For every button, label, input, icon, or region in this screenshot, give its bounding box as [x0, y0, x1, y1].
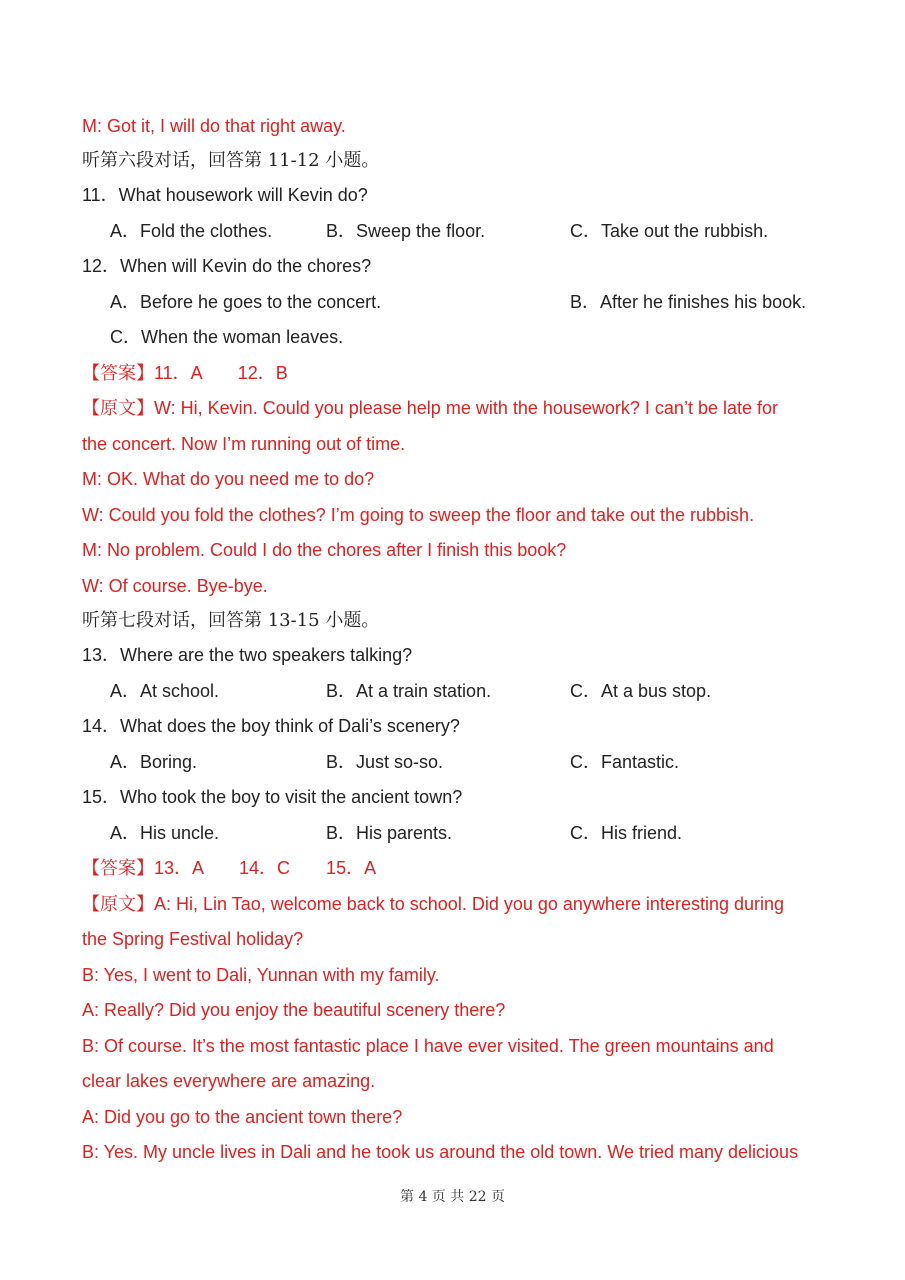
- option-15c: C．His friend.: [570, 823, 683, 843]
- question-15: 15．Who took the boy to visit the ancient town?: [82, 787, 463, 807]
- transcript-line: the Spring Festival holiday?: [82, 929, 304, 949]
- option-15a: A．His uncle.: [110, 823, 220, 843]
- option-12a: A．Before he goes to the concert.: [110, 292, 382, 312]
- transcript-line: W: Could you fold the clothes? I’m going to sweep the floor and take out the rubbish.: [82, 505, 755, 525]
- transcript-line: A: Really? Did you enjoy the beautiful scenery there?: [82, 1000, 506, 1020]
- question-11: 11．What housework will Kevin do?: [82, 185, 368, 205]
- transcript-line: A: Did you go to the ancient town there?: [82, 1107, 403, 1127]
- transcript-line: 【原文】W: Hi, Kevin. Could you please help me with the housework? I can’t be late for: [82, 398, 778, 418]
- page-footer: 第 4 页 共 22 页: [400, 1189, 505, 1205]
- transcript-line: 【原文】A: Hi, Lin Tao, welcome back to school. Did you go anywhere interesting during: [82, 894, 785, 914]
- transcript-line: clear lakes everywhere are amazing.: [82, 1071, 376, 1091]
- option-11a: A．Fold the clothes.: [110, 221, 273, 241]
- answer-key-1: 【答案】11．A 12．B: [82, 363, 288, 383]
- option-13a: A．At school.: [110, 681, 220, 701]
- option-14c: C．Fantastic.: [570, 752, 680, 772]
- section-instruction: 听第七段对话，回答第 13-15 小题。: [82, 610, 380, 631]
- option-12b: B．After he finishes his book.: [570, 292, 807, 312]
- option-11c: C．Take out the rubbish.: [570, 221, 769, 241]
- transcript-line: M: No problem. Could I do the chores after I finish this book?: [82, 540, 567, 560]
- dialogue-line: M: Got it, I will do that right away.: [82, 116, 346, 136]
- question-14: 14．What does the boy think of Dali’s scenery?: [82, 716, 460, 736]
- transcript-line: M: OK. What do you need me to do?: [82, 469, 375, 489]
- question-13: 13．Where are the two speakers talking?: [82, 645, 413, 665]
- option-13b: B．At a train station.: [326, 681, 492, 701]
- option-12c: C．When the woman leaves.: [110, 327, 344, 347]
- transcript-line: B: Of course. It’s the most fantastic place I have ever visited. The green mountains and: [82, 1036, 774, 1056]
- transcript-line: W: Of course. Bye-bye.: [82, 576, 268, 596]
- option-14b: B．Just so-so.: [326, 752, 444, 772]
- transcript-line: B: Yes, I went to Dali, Yunnan with my family.: [82, 965, 440, 985]
- transcript-line: the concert. Now I’m running out of time.: [82, 434, 406, 454]
- answer-key-2: 【答案】13．A 14．C 15．A: [82, 858, 377, 878]
- option-13c: C．At a bus stop.: [570, 681, 712, 701]
- transcript-line: B: Yes. My uncle lives in Dali and he took us around the old town. We tried many delicious: [82, 1142, 799, 1162]
- option-15b: B．His parents.: [326, 823, 453, 843]
- question-12: 12．When will Kevin do the chores?: [82, 256, 372, 276]
- option-11b: B．Sweep the floor.: [326, 221, 486, 241]
- section-instruction: 听第六段对话，回答第 11-12 小题。: [82, 150, 380, 171]
- option-14a: A．Boring.: [110, 752, 198, 772]
